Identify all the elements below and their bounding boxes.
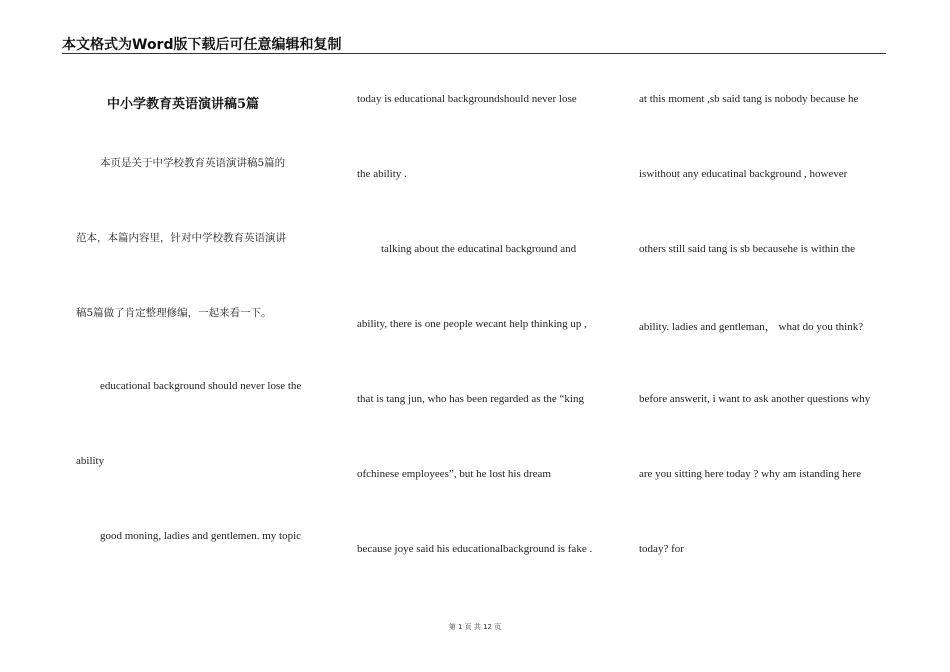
text-line: educational background should never lose the (100, 380, 302, 392)
text-line: ability (76, 455, 105, 467)
text-line: that is tang jun, who has been regarded as the “king (357, 393, 584, 405)
text-line: are you sitting here today ? why am istanding here (639, 468, 862, 480)
text-line: before answerit, i want to ask another questions why (639, 393, 871, 405)
text-line: today is educational backgroundshould never lose (357, 93, 577, 105)
text-line: others still said tang is sb becausehe is within the (639, 243, 855, 255)
text-line: 范本，本篇内容里，针对中学校教育英语演讲 (76, 232, 286, 244)
text-line: the ability . (357, 168, 407, 180)
text-line: 本页是关于中学校教育英语演讲稿5篇的 (100, 157, 286, 169)
header-divider (62, 53, 886, 54)
text-line: 稿5篇做了肯定整理修编，一起来看一下。 (76, 307, 272, 319)
header-title: 本文格式为Word版下载后可任意编辑和复制 (62, 37, 342, 53)
text-line: iswithout any educatinal background , however (639, 168, 848, 180)
text-line: good moning, ladies and gentlemen. my topic (100, 530, 302, 542)
page-number-footer: 第 1 页 共 12 页 (448, 623, 502, 631)
text-line: ofchinese employees”, but he lost his dream (357, 468, 551, 480)
text-line: talking about the educatinal background and (381, 243, 577, 255)
text-line: ability. ladies and gentleman， what do you think? (639, 321, 864, 333)
text-line: ability, there is one people wecant help thinking up , (357, 318, 587, 330)
text-line: at this moment ,sb said tang is nobody because he (639, 93, 859, 105)
text-line: because joye said his educationalbackground is fake . (357, 543, 593, 555)
document-title: 中小学教育英语演讲稿5篇 (107, 97, 260, 112)
text-line: today? for (639, 543, 684, 555)
